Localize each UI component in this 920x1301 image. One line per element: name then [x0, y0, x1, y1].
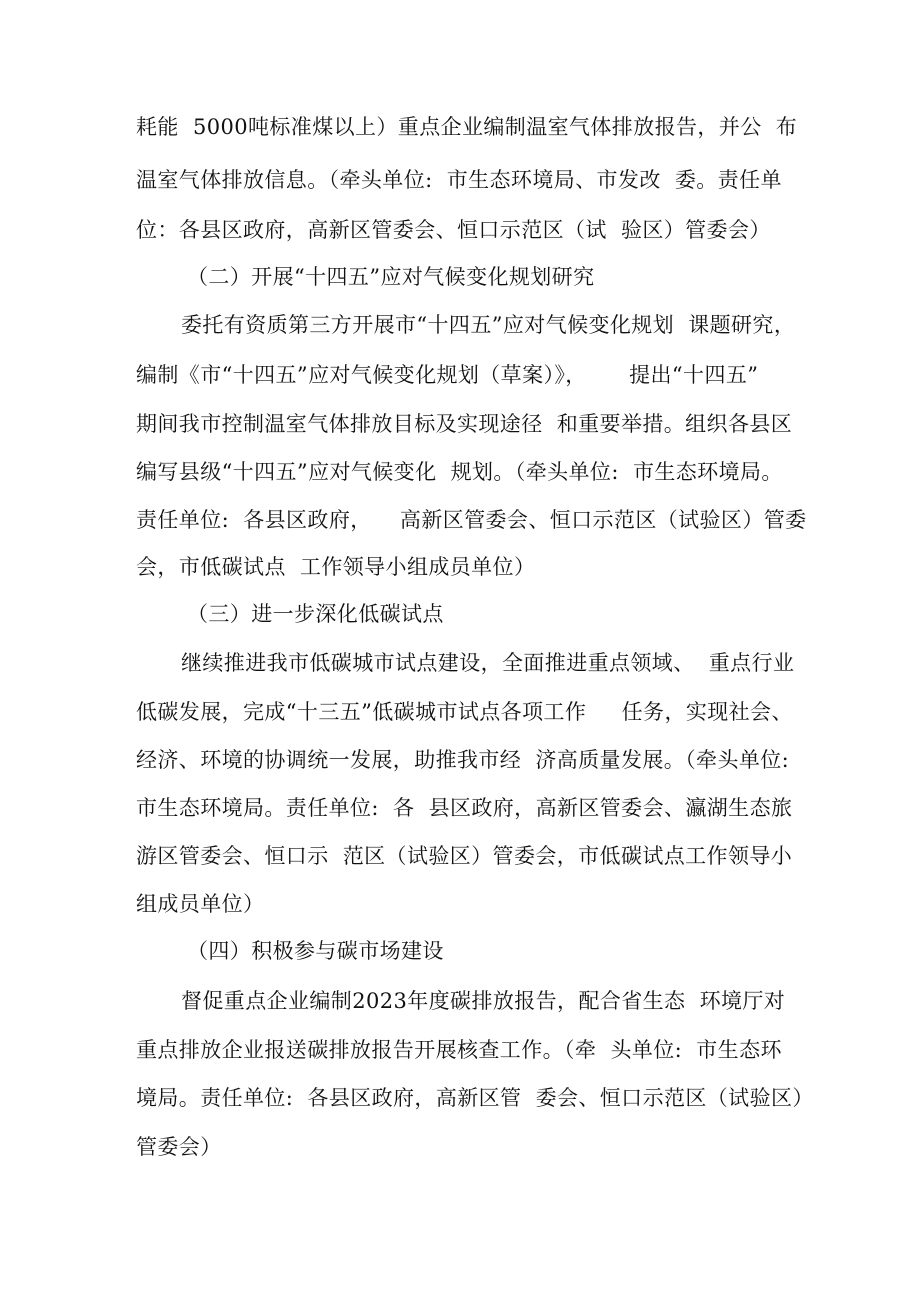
paragraph-line: 期间我市控制温室气体排放目标及实现途径 和重要举措。组织各县区	[136, 412, 793, 436]
paragraph-line: 会，市低碳试点 工作领导小组成员单位）	[136, 555, 536, 579]
paragraph-line: 耗能 5000吨标准煤以上）重点企业编制温室气体排放报告，并公 布	[136, 115, 798, 139]
paragraph-line: 委托有资质第三方开展市“十四五”应对气候变化规划 课题研究，	[181, 313, 796, 337]
paragraph-line: 督促重点企业编制2023年度碳排放报告，配合省生态 环境厅对	[181, 989, 786, 1013]
paragraph-line: 位：各县区政府，高新区管委会、恒口示范区（试 验区）管委会）	[136, 218, 771, 242]
section-heading-2: （二）开展“十四五”应对气候变化规划研究	[187, 265, 595, 289]
paragraph-line: 低碳发展，完成“十三五”低碳城市试点各项工作 任务，实现社会、	[136, 700, 793, 724]
paragraph-line: 编写县级“十四五”应对气候变化 规划。（牵头单位: 市生态环境局。	[136, 460, 783, 484]
paragraph-line: 游区管委会、恒口示 范区（试验区）管委会，市低碳试点工作领导小	[136, 844, 793, 868]
section-heading-3: （三）进一步深化低碳试点	[187, 602, 444, 626]
paragraph-line: 重点排放企业报送碳排放报告开展核查工作。（牵 头单位: 市生态环	[136, 1038, 782, 1062]
paragraph-line: 编制《市“十四五”应对气候变化规划（草案）》， 提出“十四五”	[136, 363, 759, 387]
paragraph-line: 境局。责任单位: 各县区政府，高新区管 委会、恒口示范区（试验区）	[136, 1086, 814, 1110]
paragraph-line: 温室气体排放信息。（牵头单位: 市生态环境局、市发改 委。责任单	[136, 168, 782, 192]
paragraph-line: 市生态环境局。责任单位: 各 县区政府，高新区管委会、瀛湖生态旅	[136, 796, 793, 820]
paragraph-line: 管委会）	[136, 1135, 222, 1159]
paragraph-line: 继续推进我市低碳城市试点建设，全面推进重点领域、 重点行业	[181, 651, 795, 675]
paragraph-line: 责任单位: 各县区政府， 高新区管委会、恒口示范区（试验区）管委	[136, 508, 807, 532]
paragraph-line: 经济、环境的协调统一发展，助推我市经 济高质量发展。（牵头单位:	[136, 748, 790, 772]
paragraph-line: 组成员单位）	[136, 892, 265, 916]
section-heading-4: （四）积极参与碳市场建设	[187, 939, 444, 963]
